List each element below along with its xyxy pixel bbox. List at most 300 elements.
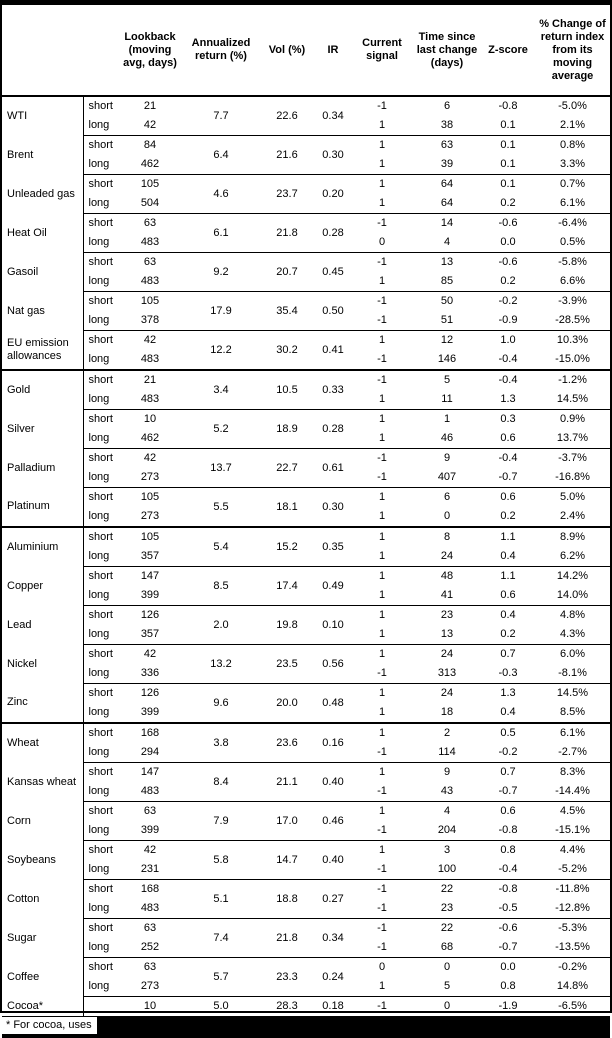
pct-change-value: 13.7% (556, 432, 589, 444)
vol-value: 23.7 (259, 175, 315, 214)
leg-label: long (88, 510, 110, 522)
vol-value: 18.8 (259, 880, 315, 919)
table-body (2, 96, 610, 1016)
ir-value: 0.28 (315, 214, 351, 253)
ir-value: 0.40 (315, 841, 351, 880)
current-signal-value: 1 (378, 432, 386, 444)
ir-value: 0.30 (315, 136, 351, 175)
lookback-value: 462 (140, 158, 160, 170)
days-since-change-value: 5 (413, 370, 481, 390)
leg-label: long (88, 275, 110, 287)
annualized-return-value: 5.4 (183, 527, 259, 567)
leg-label: short (83, 527, 117, 547)
current-signal-value: 1 (378, 706, 386, 718)
ir-value: 0.35 (315, 527, 351, 567)
table-row (2, 723, 610, 743)
days-since-change-value: 22 (413, 880, 481, 900)
lookback-value: 105 (117, 527, 183, 547)
zscore-value: 0.7 (481, 645, 535, 665)
current-signal-value: 0 (351, 958, 413, 978)
zscore-value: -0.4 (498, 863, 518, 875)
current-signal-value: -1 (351, 214, 413, 234)
zscore-value: -0.6 (481, 253, 535, 273)
days-since-change-value: 64 (440, 197, 454, 209)
zscore-value: 0.0 (500, 236, 516, 248)
vol-value: 22.7 (259, 449, 315, 488)
leg-label: short (83, 958, 117, 978)
ir-value: 0.41 (315, 331, 351, 371)
leg-label: long (88, 980, 110, 992)
days-since-change-value: 85 (440, 275, 454, 287)
lookback-value: 399 (140, 589, 160, 601)
days-since-change-value: 14 (413, 214, 481, 234)
annualized-return-value: 5.2 (183, 410, 259, 449)
zscore-value: 1.3 (481, 684, 535, 704)
current-signal-value: 1 (351, 488, 413, 508)
pct-change-value: -5.8% (535, 253, 610, 273)
header-zscore: Z-score (481, 5, 535, 96)
table-row (2, 175, 610, 195)
ir-value: 0.50 (315, 292, 351, 331)
zscore-value: 0.4 (500, 706, 516, 718)
commodity-name: Soybeans (2, 841, 83, 880)
lookback-value: 252 (140, 941, 160, 953)
ir-value: 0.20 (315, 175, 351, 214)
pct-change-value: -11.8% (535, 880, 610, 900)
footnote: * For cocoa, uses (2, 1017, 99, 1036)
days-since-change-value: 100 (437, 863, 457, 875)
annualized-return-value: 13.2 (183, 645, 259, 684)
lookback-value: 63 (117, 214, 183, 234)
current-signal-value: 1 (378, 980, 386, 992)
lookback-value: 63 (117, 802, 183, 822)
ir-value: 0.18 (315, 997, 351, 1017)
days-since-change-value: 6 (413, 96, 481, 116)
current-signal-value: -1 (351, 292, 413, 312)
annualized-return-value: 9.6 (183, 684, 259, 724)
annualized-return-value: 4.6 (183, 175, 259, 214)
ir-value: 0.40 (315, 763, 351, 802)
days-since-change-value: 2 (413, 723, 481, 743)
ir-value: 0.49 (315, 567, 351, 606)
commodity-name: Gasoil (2, 253, 83, 292)
pct-change-value: -5.0% (535, 96, 610, 116)
days-since-change-value: 23 (440, 902, 454, 914)
lookback-value: 336 (140, 667, 160, 679)
lookback-value: 63 (117, 958, 183, 978)
pct-change-value: -5.2% (558, 863, 587, 875)
commodity-momentum-table (2, 5, 610, 1016)
current-signal-value: -1 (351, 253, 413, 273)
days-since-change-value: 9 (413, 763, 481, 783)
ir-value: 0.48 (315, 684, 351, 724)
current-signal-value: -1 (377, 353, 387, 365)
vol-value: 23.3 (259, 958, 315, 997)
vol-value: 21.6 (259, 136, 315, 175)
vol-value: 20.7 (259, 253, 315, 292)
zscore-value: 1.1 (481, 567, 535, 587)
lookback-value: 483 (140, 236, 160, 248)
current-signal-value: 1 (351, 606, 413, 626)
zscore-value: -0.3 (498, 667, 518, 679)
leg-label: long (88, 746, 110, 758)
pct-change-value: -16.8% (555, 471, 590, 483)
zscore-value: 0.1 (481, 175, 535, 195)
current-signal-value: 0 (378, 236, 386, 248)
leg-label: short (83, 880, 117, 900)
days-since-change-value: 23 (413, 606, 481, 626)
annualized-return-value: 3.4 (183, 370, 259, 410)
days-since-change-value: 3 (413, 841, 481, 861)
pct-change-value: 5.0% (535, 488, 610, 508)
annualized-return-value: 6.4 (183, 136, 259, 175)
leg-label: long (88, 432, 110, 444)
header-leg (83, 5, 117, 96)
annualized-return-value: 8.5 (183, 567, 259, 606)
table-row (2, 136, 610, 156)
header-current-signal: Current signal (351, 5, 413, 96)
leg-label: long (88, 628, 110, 640)
vol-value: 15.2 (259, 527, 315, 567)
ir-value: 0.28 (315, 410, 351, 449)
current-signal-value: 1 (351, 763, 413, 783)
commodity-name: EU emission allowances (2, 331, 83, 371)
commodity-name: Gold (2, 370, 83, 410)
current-signal-value: -1 (351, 997, 413, 1017)
leg-label: short (83, 645, 117, 665)
leg-label: short (83, 331, 117, 351)
header-vol: Vol (%) (259, 5, 315, 96)
pct-change-value: -15.1% (555, 824, 590, 836)
pct-change-value: -12.8% (555, 902, 590, 914)
lookback-value: 483 (140, 393, 160, 405)
days-since-change-value: 0 (443, 510, 451, 522)
pct-change-value: 6.0% (535, 645, 610, 665)
current-signal-value: 1 (378, 510, 386, 522)
pct-change-value: 4.5% (535, 802, 610, 822)
leg-label: short (83, 841, 117, 861)
annualized-return-value: 7.4 (183, 919, 259, 958)
lookback-value: 147 (117, 763, 183, 783)
annualized-return-value: 17.9 (183, 292, 259, 331)
days-since-change-value: 313 (437, 667, 457, 679)
pct-change-value: 8.5% (559, 706, 586, 718)
vol-value: 17.4 (259, 567, 315, 606)
days-since-change-value: 41 (440, 589, 454, 601)
leg-label: short (83, 606, 117, 626)
zscore-value: 0.2 (500, 197, 516, 209)
vol-value: 19.8 (259, 606, 315, 645)
current-signal-value: 1 (378, 275, 386, 287)
table-row (2, 527, 610, 547)
pct-change-value: 4.4% (535, 841, 610, 861)
annualized-return-value: 6.1 (183, 214, 259, 253)
current-signal-value: 1 (378, 550, 386, 562)
pct-change-value: -3.9% (535, 292, 610, 312)
commodity-name: Wheat (2, 723, 83, 763)
leg-label: short (83, 370, 117, 390)
days-since-change-value: 13 (440, 628, 454, 640)
table-row (2, 802, 610, 822)
pct-change-value: 2.1% (559, 119, 586, 131)
pct-change-value: 14.0% (556, 589, 589, 601)
table-row (2, 841, 610, 861)
days-since-change-value: 9 (413, 449, 481, 469)
table-row (2, 96, 610, 116)
leg-label: short (83, 488, 117, 508)
zscore-value: 0.3 (481, 410, 535, 430)
header-lookback: Lookback (moving avg, days) (117, 5, 183, 96)
zscore-value: 0.6 (481, 802, 535, 822)
ir-value: 0.27 (315, 880, 351, 919)
vol-value: 23.6 (259, 723, 315, 763)
commodity-name: Nickel (2, 645, 83, 684)
zscore-value: -0.2 (498, 746, 518, 758)
leg-label: short (83, 684, 117, 704)
table-row (2, 253, 610, 273)
lookback-value: 273 (140, 980, 160, 992)
current-signal-value: -1 (377, 667, 387, 679)
leg-label (83, 997, 117, 1017)
zscore-value: -1.9 (481, 997, 535, 1017)
commodity-name: Palladium (2, 449, 83, 488)
commodity-name: Kansas wheat (2, 763, 83, 802)
ir-value: 0.33 (315, 370, 351, 410)
current-signal-value: -1 (351, 449, 413, 469)
annualized-return-value: 5.7 (183, 958, 259, 997)
zscore-value: 0.0 (481, 958, 535, 978)
pct-change-value: 14.5% (535, 684, 610, 704)
table-row (2, 606, 610, 626)
annualized-return-value: 5.5 (183, 488, 259, 528)
zscore-value: -0.8 (481, 96, 535, 116)
lookback-value: 483 (140, 785, 160, 797)
current-signal-value: 1 (351, 567, 413, 587)
pct-change-value: 14.2% (535, 567, 610, 587)
ir-value: 0.46 (315, 802, 351, 841)
current-signal-value: 1 (351, 331, 413, 351)
days-since-change-value: 1 (413, 410, 481, 430)
current-signal-value: -1 (377, 902, 387, 914)
pct-change-value: -3.7% (535, 449, 610, 469)
pct-change-value: 8.9% (535, 527, 610, 547)
commodity-name: Cotton (2, 880, 83, 919)
zscore-value: 0.2 (500, 628, 516, 640)
pct-change-value: 6.2% (559, 550, 586, 562)
lookback-value: 483 (140, 275, 160, 287)
pct-change-value: 3.3% (559, 158, 586, 170)
commodity-name: Cocoa* (2, 997, 83, 1017)
commodity-name: Heat Oil (2, 214, 83, 253)
lookback-value: 105 (117, 292, 183, 312)
zscore-value: -0.4 (498, 353, 518, 365)
zscore-value: -0.7 (498, 785, 518, 797)
annualized-return-value: 7.7 (183, 96, 259, 136)
zscore-value: -0.6 (481, 214, 535, 234)
lookback-value: 273 (140, 471, 160, 483)
days-since-change-value: 4 (413, 802, 481, 822)
commodity-name: WTI (2, 96, 83, 136)
zscore-value: -0.8 (481, 880, 535, 900)
table-row (2, 763, 610, 783)
lookback-value: 294 (140, 746, 160, 758)
zscore-value: 1.0 (481, 331, 535, 351)
zscore-value: 0.8 (500, 980, 516, 992)
leg-label: short (83, 802, 117, 822)
current-signal-value: 1 (378, 158, 386, 170)
current-signal-value: 1 (351, 645, 413, 665)
current-signal-value: -1 (377, 471, 387, 483)
leg-label: long (88, 550, 110, 562)
zscore-value: 1.1 (481, 527, 535, 547)
zscore-value: -0.8 (498, 824, 518, 836)
lookback-value: 483 (140, 902, 160, 914)
pct-change-value: -6.5% (535, 997, 610, 1017)
current-signal-value: 1 (351, 802, 413, 822)
vol-value: 17.0 (259, 802, 315, 841)
table-row (2, 292, 610, 312)
leg-label: short (83, 723, 117, 743)
zscore-value: 0.1 (500, 119, 516, 131)
days-since-change-value: 114 (438, 746, 456, 758)
table-row (2, 331, 610, 351)
commodity-name: Zinc (2, 684, 83, 724)
days-since-change-value: 0 (413, 997, 481, 1017)
leg-label: long (88, 941, 110, 953)
leg-label: long (88, 119, 110, 131)
pct-change-value: -8.1% (558, 667, 587, 679)
leg-label: long (88, 863, 110, 875)
leg-label: long (88, 902, 110, 914)
lookback-value: 126 (117, 606, 183, 626)
table-row (2, 919, 610, 939)
commodity-name: Aluminium (2, 527, 83, 567)
lookback-value: 42 (117, 449, 183, 469)
days-since-change-value: 0 (413, 958, 481, 978)
zscore-value: -0.7 (498, 471, 518, 483)
lookback-value: 10 (117, 997, 183, 1017)
commodity-name: Coffee (2, 958, 83, 997)
zscore-value: -0.6 (481, 919, 535, 939)
pct-change-value: -13.5% (555, 941, 590, 953)
table-row (2, 997, 610, 1017)
zscore-value: 0.2 (500, 275, 516, 287)
lookback-value: 42 (117, 331, 183, 351)
zscore-value: 0.1 (481, 136, 535, 156)
zscore-value: 0.6 (500, 589, 516, 601)
lookback-value: 231 (140, 863, 160, 875)
vol-value: 21.8 (259, 214, 315, 253)
pct-change-value: 8.3% (535, 763, 610, 783)
zscore-value: -0.9 (498, 314, 518, 326)
leg-label: short (83, 292, 117, 312)
annualized-return-value: 7.9 (183, 802, 259, 841)
current-signal-value: 1 (351, 175, 413, 195)
leg-label: long (88, 197, 110, 209)
leg-label: long (88, 706, 110, 718)
leg-label: long (88, 393, 110, 405)
current-signal-value: 1 (378, 393, 386, 405)
lookback-value: 399 (140, 706, 160, 718)
commodity-name: Silver (2, 410, 83, 449)
leg-label: short (83, 919, 117, 939)
lookback-value: 357 (140, 628, 160, 640)
ir-value: 0.61 (315, 449, 351, 488)
days-since-change-value: 8 (413, 527, 481, 547)
leg-label: short (83, 763, 117, 783)
zscore-value: 1.3 (500, 393, 516, 405)
days-since-change-value: 63 (413, 136, 481, 156)
leg-label: long (88, 236, 110, 248)
zscore-value: -0.4 (481, 449, 535, 469)
leg-label: long (88, 824, 110, 836)
table-row (2, 645, 610, 665)
header-pct-change: % Change of return index from its moving average (535, 5, 610, 96)
vol-value: 10.5 (259, 370, 315, 410)
commodity-name: Copper (2, 567, 83, 606)
ir-value: 0.10 (315, 606, 351, 645)
lookback-value: 462 (140, 432, 160, 444)
leg-label: short (83, 410, 117, 430)
pct-change-value: 6.1% (535, 723, 610, 743)
pct-change-value: -1.2% (535, 370, 610, 390)
annualized-return-value: 5.8 (183, 841, 259, 880)
ir-value: 0.56 (315, 645, 351, 684)
commodity-name: Lead (2, 606, 83, 645)
leg-label: short (83, 96, 117, 116)
leg-label: long (88, 314, 110, 326)
days-since-change-value: 18 (440, 706, 454, 718)
lookback-value: 378 (140, 314, 160, 326)
current-signal-value: 1 (351, 841, 413, 861)
vol-value: 18.1 (259, 488, 315, 528)
leg-label: short (83, 214, 117, 234)
vol-value: 21.8 (259, 919, 315, 958)
vol-value: 20.0 (259, 684, 315, 724)
lookback-value: 399 (140, 824, 160, 836)
current-signal-value: -1 (377, 824, 387, 836)
commodity-name: Sugar (2, 919, 83, 958)
leg-label: long (88, 589, 110, 601)
lookback-value: 168 (117, 880, 183, 900)
ir-value: 0.16 (315, 723, 351, 763)
leg-label: short (83, 136, 117, 156)
current-signal-value: 1 (378, 197, 386, 209)
leg-label: long (88, 471, 110, 483)
commodity-name: Corn (2, 802, 83, 841)
vol-value: 22.6 (259, 96, 315, 136)
days-since-change-value: 38 (440, 119, 454, 131)
zscore-value: 0.1 (500, 158, 516, 170)
lookback-value: 483 (140, 353, 160, 365)
zscore-value: 0.6 (500, 432, 516, 444)
header-time-since-change: Time since last change (days) (413, 5, 481, 96)
lookback-value: 42 (117, 645, 183, 665)
pct-change-value: 2.4% (559, 510, 586, 522)
pct-change-value: -14.4% (555, 785, 590, 797)
ir-value: 0.45 (315, 253, 351, 292)
current-signal-value: 1 (351, 527, 413, 547)
lookback-value: 168 (117, 723, 183, 743)
ir-value: 0.34 (315, 919, 351, 958)
annualized-return-value: 5.0 (183, 997, 259, 1017)
annualized-return-value: 12.2 (183, 331, 259, 371)
current-signal-value: -1 (377, 863, 387, 875)
days-since-change-value: 6 (413, 488, 481, 508)
ir-value: 0.24 (315, 958, 351, 997)
leg-label: short (83, 449, 117, 469)
table-row (2, 684, 610, 704)
